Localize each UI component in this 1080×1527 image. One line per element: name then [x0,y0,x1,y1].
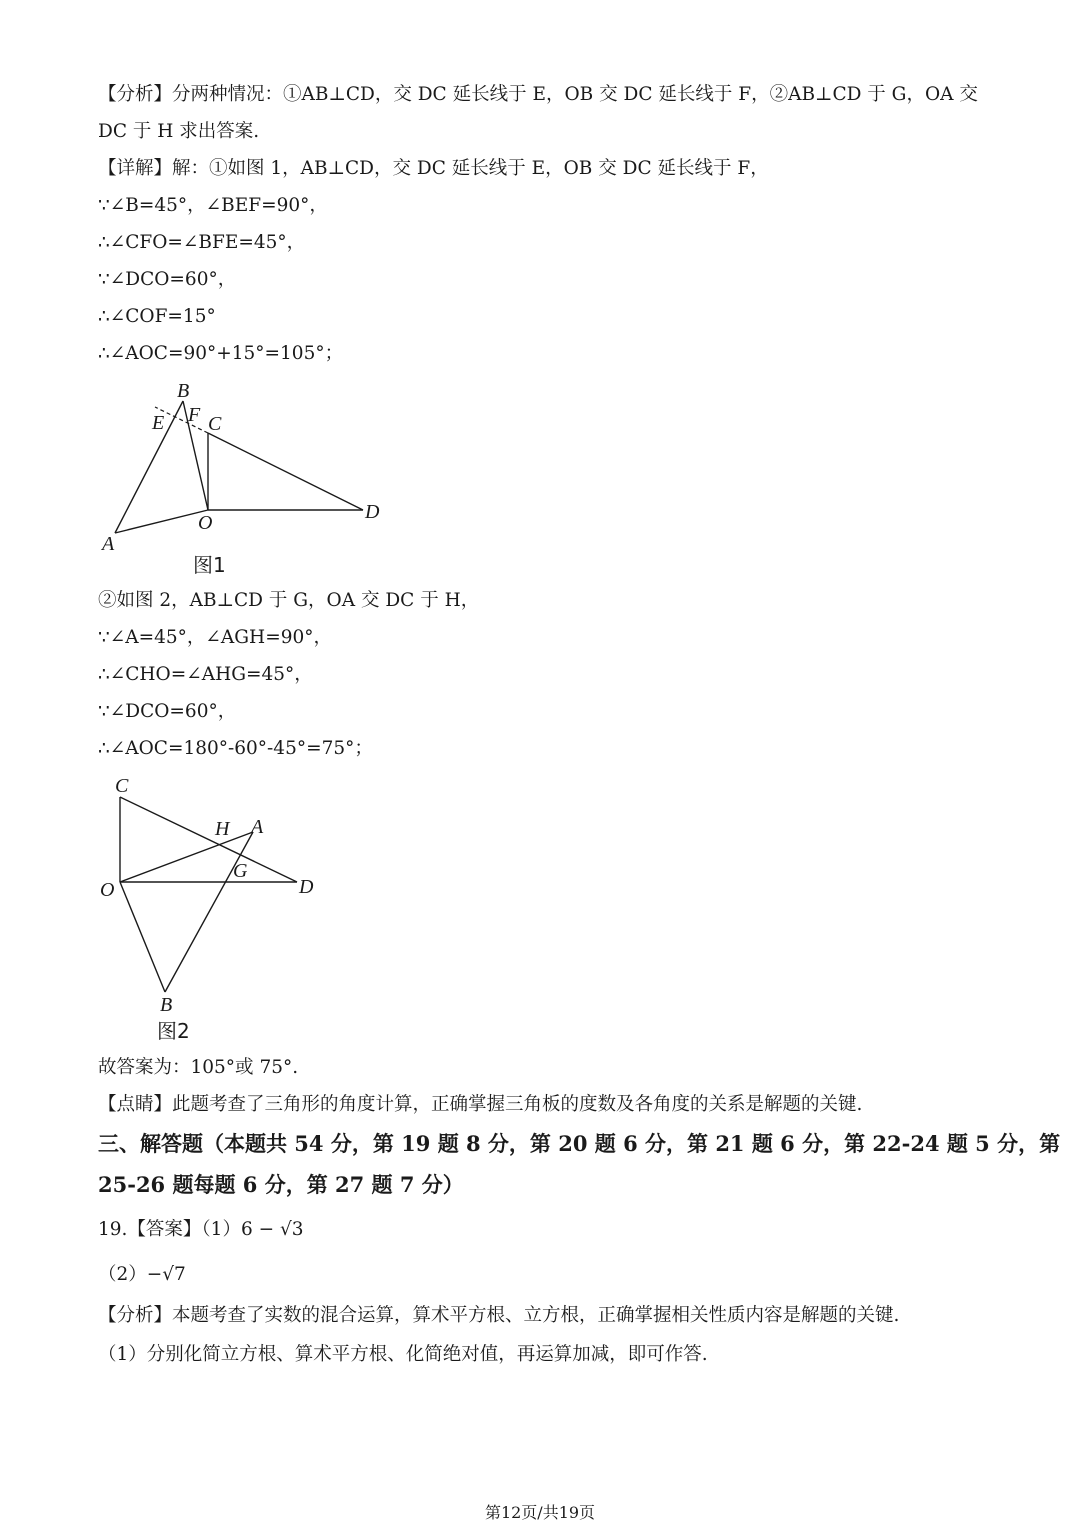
label-C: C [208,413,222,435]
segment-CD [208,433,363,510]
segment-CD [120,797,297,882]
label-O: O [100,879,115,901]
segment-AO [115,510,208,533]
comment: 【点睛】此题考查了三角形的角度计算，正确掌握三角板的度数及各角度的关系是解题的关键. [98,1094,863,1115]
solution-case2-line: ∴∠CHO=∠AHG=45°， [98,664,313,685]
solution-case1-line: ∵∠B=45°，∠BEF=90°， [98,195,328,216]
conclusion: 故答案为：105°或 75°. [98,1057,299,1078]
label-B: B [160,994,173,1016]
solution-case1-line: ∴∠COF=15° [98,306,216,327]
label-C: C [115,775,129,797]
solution-case1-line: 【详解】解：①如图 1，AB⊥CD，交 DC 延长线于 E，OB 交 DC 延长线于 F， [98,158,769,179]
solution-case2-line: ∵∠DCO=60°， [98,701,237,722]
figure-1 [95,378,395,558]
segment-AB [115,401,183,533]
q19-part1: （1）分别化简立方根、算术平方根、化简绝对值，再运算加减，即可作答. [98,1344,708,1365]
solution-case1-line: ∴∠CFO=∠BFE=45°， [98,232,306,253]
figure-1-caption: 图1 [193,553,226,577]
label-B: B [177,380,190,402]
section-heading-line-1: 三、解答题（本题共 54 分，第 19 题 8 分，第 20 题 6 分，第 21 题 6 分，第 22-24 题 5 分，第 [98,1131,1061,1156]
segment-OB [120,882,165,992]
analysis-line-1: 【分析】分两种情况：①AB⊥CD，交 DC 延长线于 E，OB 交 DC 延长线于 F，②AB⊥CD 于 G，OA 交 [98,84,978,105]
label-D: D [365,501,380,523]
solution-case2-line: ②如图 2，AB⊥CD 于 G，OA 交 DC 于 H， [98,590,480,611]
q19-answer-1: 19.【答案】（1）6 − √3 [98,1219,304,1240]
label-A: A [102,533,115,555]
solution-case1-line: ∴∠AOC=90°+15°=105°； [98,343,344,364]
q19-analysis: 【分析】本题考查了实数的混合运算，算术平方根、立方根，正确掌握相关性质内容是解题的关键. [98,1305,900,1326]
label-F: F [188,404,201,426]
label-D: D [299,876,314,898]
figure-2-caption: 图2 [157,1019,190,1043]
solution-case2-line: ∵∠A=45°，∠AGH=90°， [98,627,332,648]
label-G: G [233,860,248,882]
label-E: E [152,412,165,434]
q19-answer-2: （2）−√7 [98,1264,186,1285]
figure-2 [95,772,335,1017]
page-footer: 第12页/共19页 [484,1503,596,1522]
solution-case2-line: ∴∠AOC=180°-60°-45°=75°； [98,738,373,759]
label-A: A [251,816,264,838]
section-heading-line-2: 25-26 题每题 6 分，第 27 题 7 分） [98,1172,464,1197]
analysis-line-2: DC 于 H 求出答案. [98,121,260,142]
label-O: O [198,512,213,534]
label-H: H [215,818,230,840]
solution-case1-line: ∵∠DCO=60°， [98,269,237,290]
segment-AB [165,832,253,992]
